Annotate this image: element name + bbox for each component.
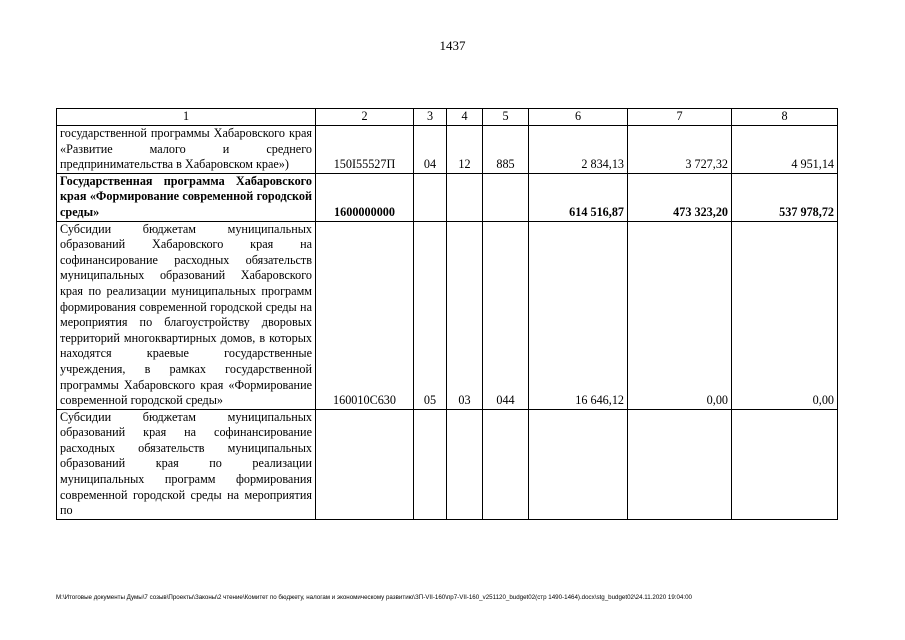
row-description: государственной программы Хабаровского края «Развитие малого и среднего предпринимательства в Хабаровском крае») (57, 126, 316, 174)
table-row (57, 126, 838, 174)
row-description: Государственная программа Хабаровского края «Формирование современной городской среды» (57, 173, 316, 221)
section-code: 04 (414, 126, 447, 174)
table-row (57, 173, 838, 221)
amount-col7: 0,00 (628, 221, 732, 409)
expense-type-code (483, 173, 529, 221)
target-code: 150I55527П (316, 126, 414, 174)
column-header: 4 (447, 109, 483, 126)
expense-type-code: 044 (483, 221, 529, 409)
subsection-code (447, 409, 483, 519)
column-header: 8 (732, 109, 838, 126)
amount-col6: 614 516,87 (529, 173, 628, 221)
row-description: Субсидии бюджетам муниципальных образований Хабаровского края на софинансирование расходных обязательств муниципальных образований Хабаровского края по реализации муниципальных программ формирования современной городской среды на мероприятия по благоустройству дворовых территорий многоквартирных домов, в которых находятся краевые государственные учреждения, в рамках государственной программы Хабаровского края «Формирование современной городской среды» (57, 221, 316, 409)
table-row (57, 409, 838, 519)
section-code (414, 173, 447, 221)
column-header: 7 (628, 109, 732, 126)
document-path-footer: М:\Итоговые документы Думы\7 созыв\Проекты\Законы\2 чтение\Комитет по бюджету, налогам и экономическому развитию\ЗП-VII-160\пр7-VII-160_v251120_budget02(стр 1490-1464).docx\stg_budget02\24.11.2020 19:04:00 (56, 594, 692, 601)
amount-col7 (628, 409, 732, 519)
budget-table (56, 108, 838, 520)
page-number: 1437 (439, 38, 466, 53)
amount-col8 (732, 409, 838, 519)
target-code (316, 409, 414, 519)
amount-col8: 0,00 (732, 221, 838, 409)
amount-col6: 2 834,13 (529, 126, 628, 174)
subsection-code: 03 (447, 221, 483, 409)
amount-col8: 4 951,14 (732, 126, 838, 174)
table-header-row (57, 109, 838, 126)
section-code: 05 (414, 221, 447, 409)
subsection-code: 12 (447, 126, 483, 174)
column-header: 6 (529, 109, 628, 126)
amount-col7: 473 323,20 (628, 173, 732, 221)
column-header: 5 (483, 109, 529, 126)
column-header: 2 (316, 109, 414, 126)
table-row (57, 221, 838, 409)
amount-col7: 3 727,32 (628, 126, 732, 174)
section-code (414, 409, 447, 519)
amount-col6 (529, 409, 628, 519)
column-header: 3 (414, 109, 447, 126)
expense-type-code: 885 (483, 126, 529, 174)
row-description: Субсидии бюджетам муниципальных образований края на софинансирование расходных обязательств муниципальных образований края по реализации муниципальных программ формирования современной городской среды на мероприятия по (57, 409, 316, 519)
target-code: 160010С630 (316, 221, 414, 409)
column-header: 1 (57, 109, 316, 126)
amount-col6: 16 646,12 (529, 221, 628, 409)
target-code: 1600000000 (316, 173, 414, 221)
subsection-code (447, 173, 483, 221)
expense-type-code (483, 409, 529, 519)
amount-col8: 537 978,72 (732, 173, 838, 221)
